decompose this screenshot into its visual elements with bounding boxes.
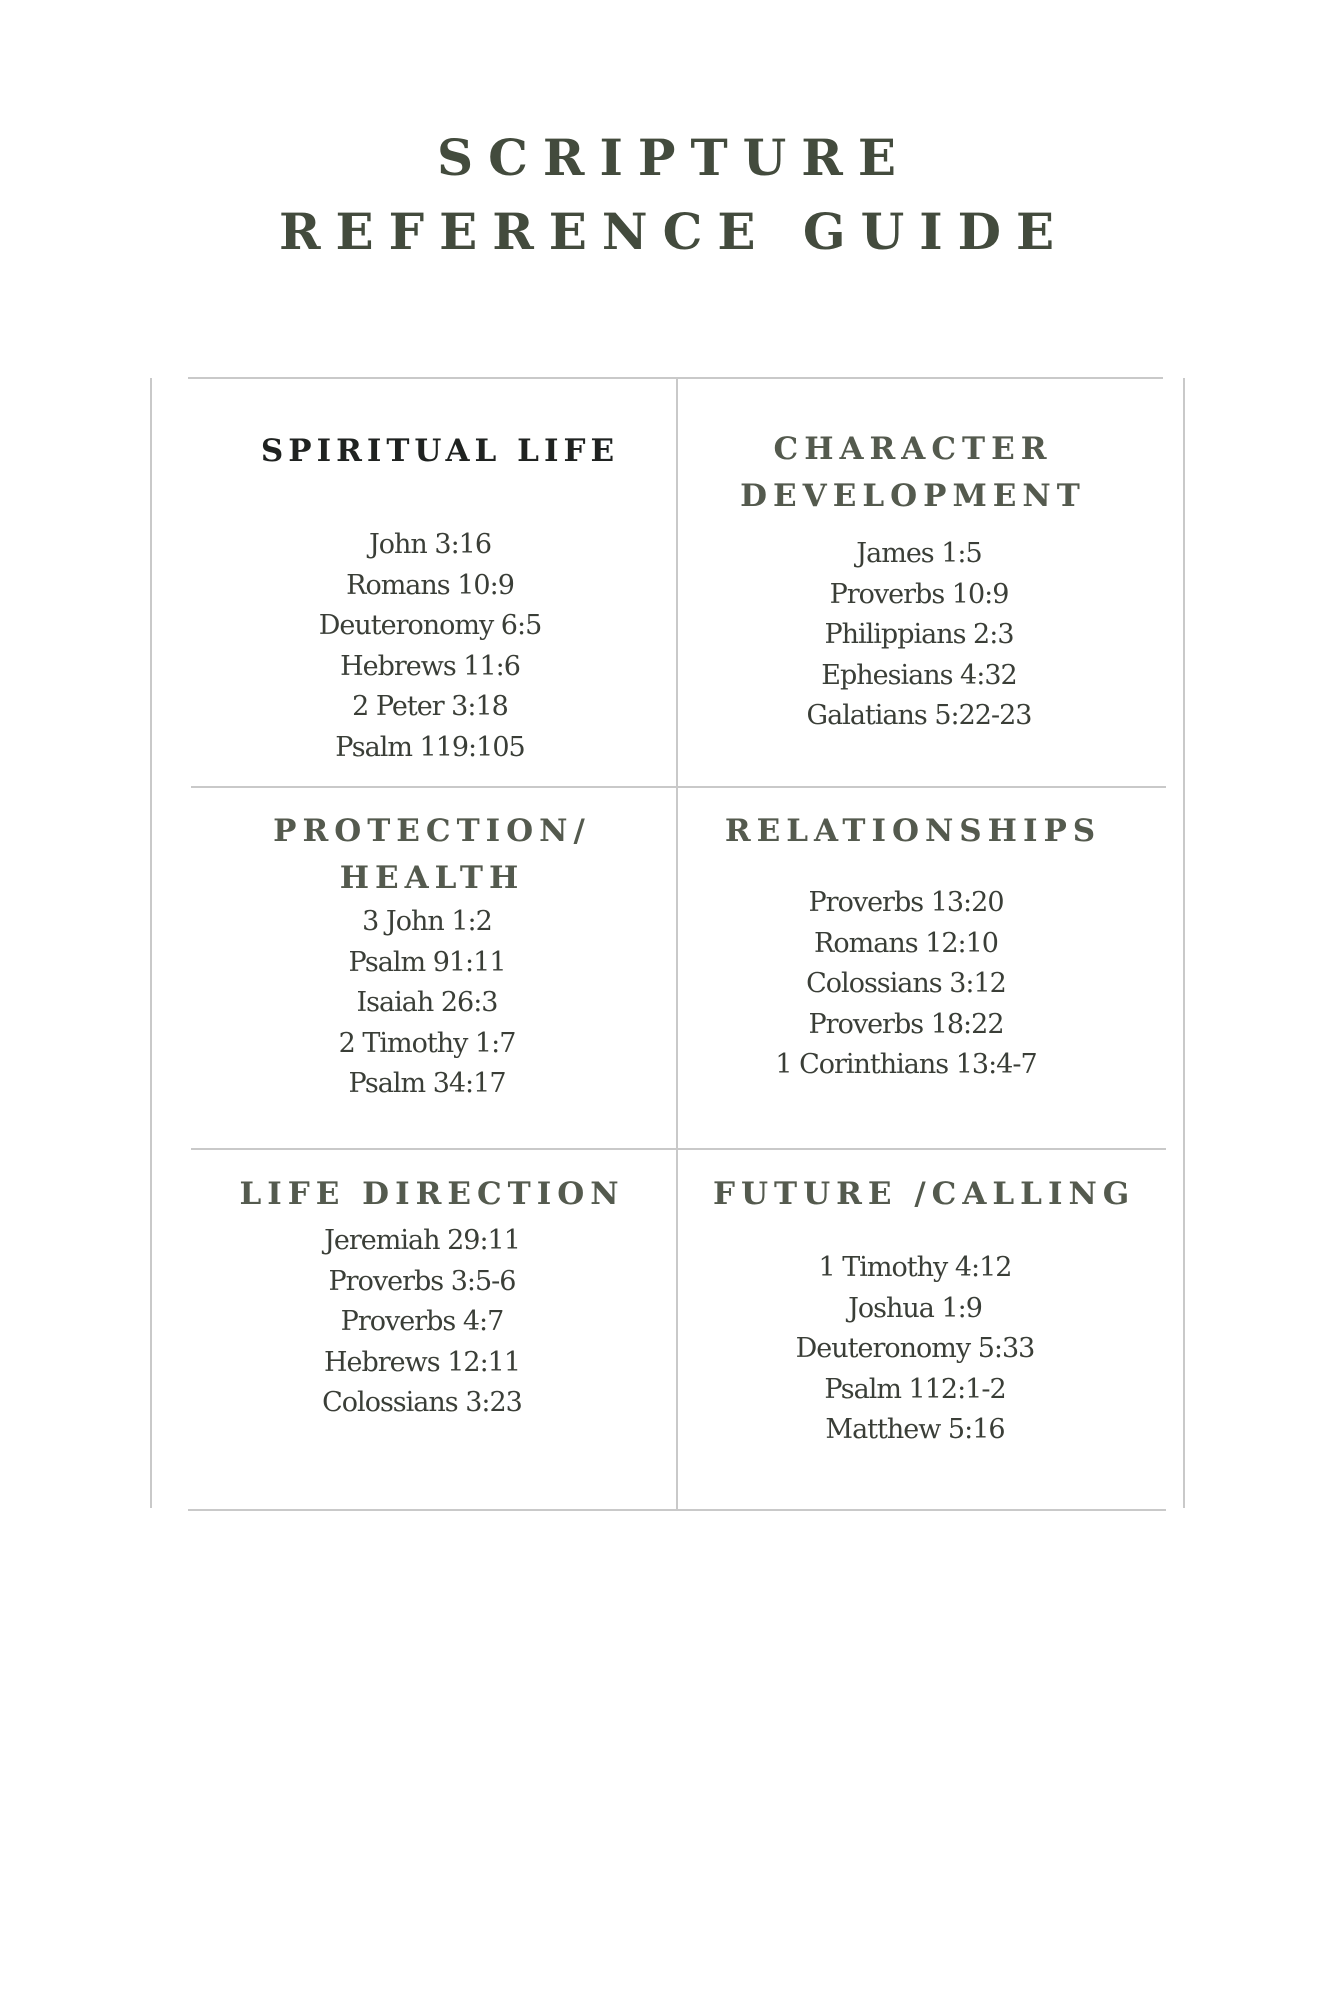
verse-item: Proverbs 4:7 (340, 1306, 504, 1337)
verse-item: 1 Timothy 4:12 (818, 1252, 1012, 1283)
verse-item: Hebrews 12:11 (323, 1346, 521, 1378)
grid-line-middle (676, 378, 678, 1510)
grid-line-row-1 (191, 786, 1166, 788)
section-heading-line: HEALTH (339, 860, 525, 896)
verse-item: Proverbs 18:22 (808, 1008, 1004, 1040)
verse-list (717, 1248, 1113, 1451)
verse-list (220, 525, 640, 768)
title-line-2: REFERENCE GUIDE (278, 202, 1070, 261)
section-relationships (713, 808, 1113, 1086)
verse-item: 1 Corinthians 13:4-7 (775, 1049, 1037, 1080)
section-spiritual-life (240, 428, 640, 768)
section-heading (713, 1171, 1136, 1218)
verse-item: Psalm 119:105 (335, 731, 525, 763)
section-heading-line: LIFE DIRECTION (239, 1176, 625, 1212)
verse-item: Hebrews 11:6 (340, 650, 520, 682)
section-heading-line: DEVELOPMENT (740, 478, 1086, 514)
section-heading-line: PROTECTION/ (273, 813, 591, 849)
verse-item: John 3:16 (368, 529, 492, 560)
verse-item: Proverbs 10:9 (829, 578, 1009, 610)
verse-item: Matthew 5:16 (825, 1414, 1005, 1445)
verse-item: Romans 12:10 (814, 927, 998, 959)
grid-line-row-2 (191, 1148, 1166, 1150)
verse-list (212, 1221, 632, 1424)
verse-item: Joshua 1:9 (848, 1292, 982, 1324)
section-future-calling (713, 1171, 1136, 1451)
section-heading (713, 808, 1113, 855)
verse-item: 3 John 1:2 (362, 906, 492, 937)
section-heading-line: SPIRITUAL LIFE (260, 433, 620, 469)
verse-list (222, 902, 632, 1105)
section-character-development (713, 426, 1113, 737)
title-line-1: SCRIPTURE (437, 128, 911, 187)
verse-item: Deuteronomy 6:5 (318, 610, 542, 641)
section-life-direction (232, 1171, 632, 1424)
verse-item: Romans 10:9 (346, 569, 514, 601)
verse-item: Galatians 5:22-23 (806, 700, 1032, 731)
verse-item: 2 Peter 3:18 (352, 691, 508, 722)
verse-item: Psalm 112:1-2 (824, 1373, 1006, 1405)
verse-item: James 1:5 (856, 538, 982, 569)
grid-line-left (150, 378, 152, 1508)
section-protection-health (232, 808, 632, 1105)
verse-list (699, 883, 1113, 1086)
verse-item: Philippians 2:3 (824, 619, 1014, 650)
section-heading (713, 426, 1113, 520)
verse-item: Colossians 3:23 (322, 1387, 522, 1418)
section-heading (232, 1171, 632, 1218)
verse-item: Psalm 91:11 (348, 946, 506, 978)
verse-item: Jeremiah 29:11 (324, 1225, 520, 1256)
section-heading-line: RELATIONSHIPS (724, 813, 1102, 849)
verse-item: Colossians 3:12 (806, 968, 1006, 999)
verse-list (725, 534, 1113, 737)
verse-item: Ephesians 4:32 (821, 659, 1017, 691)
verse-item: Proverbs 13:20 (808, 887, 1004, 918)
verse-item: Psalm 34:17 (348, 1068, 506, 1099)
section-heading (232, 808, 632, 902)
verse-item: Deuteronomy 5:33 (795, 1333, 1035, 1364)
verse-item: Isaiah 26:3 (356, 987, 498, 1018)
grid-line-right (1183, 378, 1185, 1508)
verse-item: 2 Timothy 1:7 (338, 1027, 516, 1059)
section-heading-line: CHARACTER (773, 431, 1053, 467)
section-heading-line: FUTURE /CALLING (713, 1176, 1136, 1212)
section-heading (240, 428, 640, 475)
verse-item: Proverbs 3:5-6 (328, 1265, 516, 1297)
